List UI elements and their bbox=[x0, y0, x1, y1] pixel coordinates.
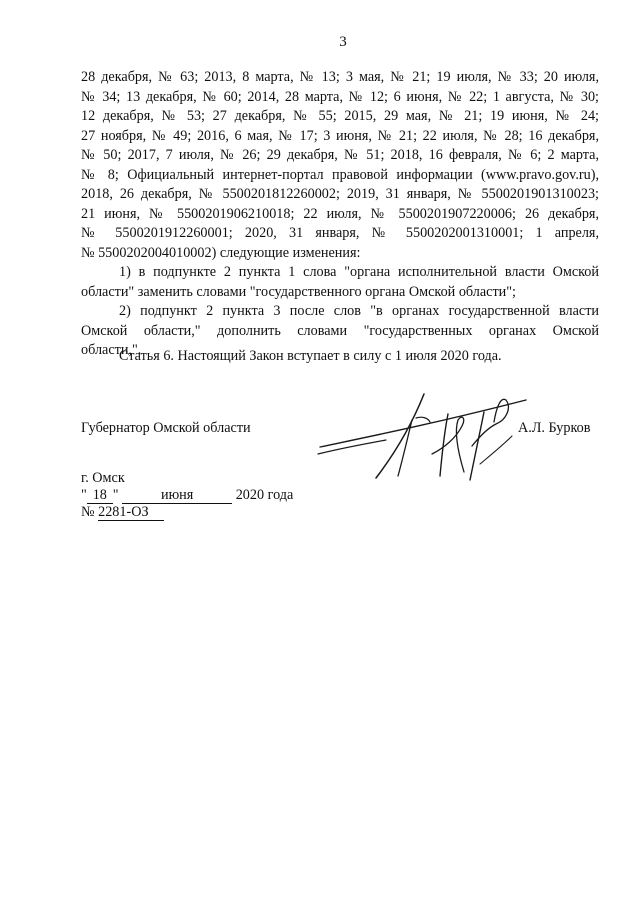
date-day: 18 bbox=[87, 488, 113, 504]
body-line: области" заменить словами "государственного органа Омской области"; bbox=[81, 283, 516, 300]
body-line: 2018, 26 декабря, № 5500201812260002; 2019, 31 января, № 5500201901310023; bbox=[81, 186, 599, 202]
date-year: 2020 года bbox=[235, 487, 294, 503]
number-value: 2281-ОЗ bbox=[98, 505, 164, 521]
body-line: № 50; 2017, 7 июля, № 26; 29 декабря, № 51; 2018, 16 февраля, № 6; 2 марта, bbox=[81, 147, 599, 163]
body-line: 28 декабря, № 63; 2013, 8 марта, № 13; 3 мая, № 21; 19 июля, № 33; 20 июля, bbox=[81, 69, 599, 85]
body-line: 21 июня, № 5500201906210018; 22 июля, № 5500201907220006; 26 декабря, bbox=[81, 205, 599, 222]
body-line: № 34; 13 декабря, № 60; 2014, 28 марта, № 12; 6 июня, № 22; 1 августа, № 30; bbox=[81, 88, 599, 105]
date-quote-close: " bbox=[112, 487, 119, 503]
body-line: № 8; Официальный интернет-портал правовой информации (www.pravo.gov.ru), bbox=[81, 166, 599, 183]
date-month: июня bbox=[122, 488, 232, 504]
body-line: 27 ноября, № 49; 2016, 6 мая, № 17; 3 июня, № 21; 22 июля, № 28; 16 декабря, bbox=[81, 127, 599, 144]
signing-date bbox=[81, 487, 293, 504]
law-body-text bbox=[81, 68, 599, 361]
law-number bbox=[81, 504, 164, 521]
place-of-signing: г. Омск bbox=[81, 470, 125, 486]
article-6: Статья 6. Настоящий Закон вступает в силу с 1 июля 2020 года. bbox=[119, 348, 502, 364]
amendment-item-1: 1) в подпункте 2 пункта 1 слова "органа исполнительной власти Омской bbox=[119, 264, 599, 280]
signer-name: А.Л. Бурков bbox=[518, 420, 591, 436]
number-sign: № bbox=[81, 504, 95, 520]
body-line: № 5500202004010002) следующие изменения: bbox=[81, 244, 361, 261]
body-line: области,". bbox=[81, 342, 142, 358]
body-line: 12 декабря, № 53; 27 декабря, № 55; 2015, 29 мая, № 21; 19 июня, № 24; bbox=[81, 108, 599, 124]
amendment-item-2: 2) подпункт 2 пункта 3 после слов "в органах государственной власти bbox=[119, 303, 599, 319]
handwritten-signature bbox=[312, 392, 534, 484]
page-number: 3 bbox=[339, 34, 347, 50]
signer-title: Губернатор Омской области bbox=[81, 420, 251, 436]
date-quote-open: " bbox=[81, 487, 87, 503]
body-line: Омской области," дополнить словами "государственных органах Омской bbox=[81, 322, 599, 339]
body-line: № 5500201912260001; 2020, 31 января, № 5500202001310001; 1 апреля, bbox=[81, 225, 599, 241]
